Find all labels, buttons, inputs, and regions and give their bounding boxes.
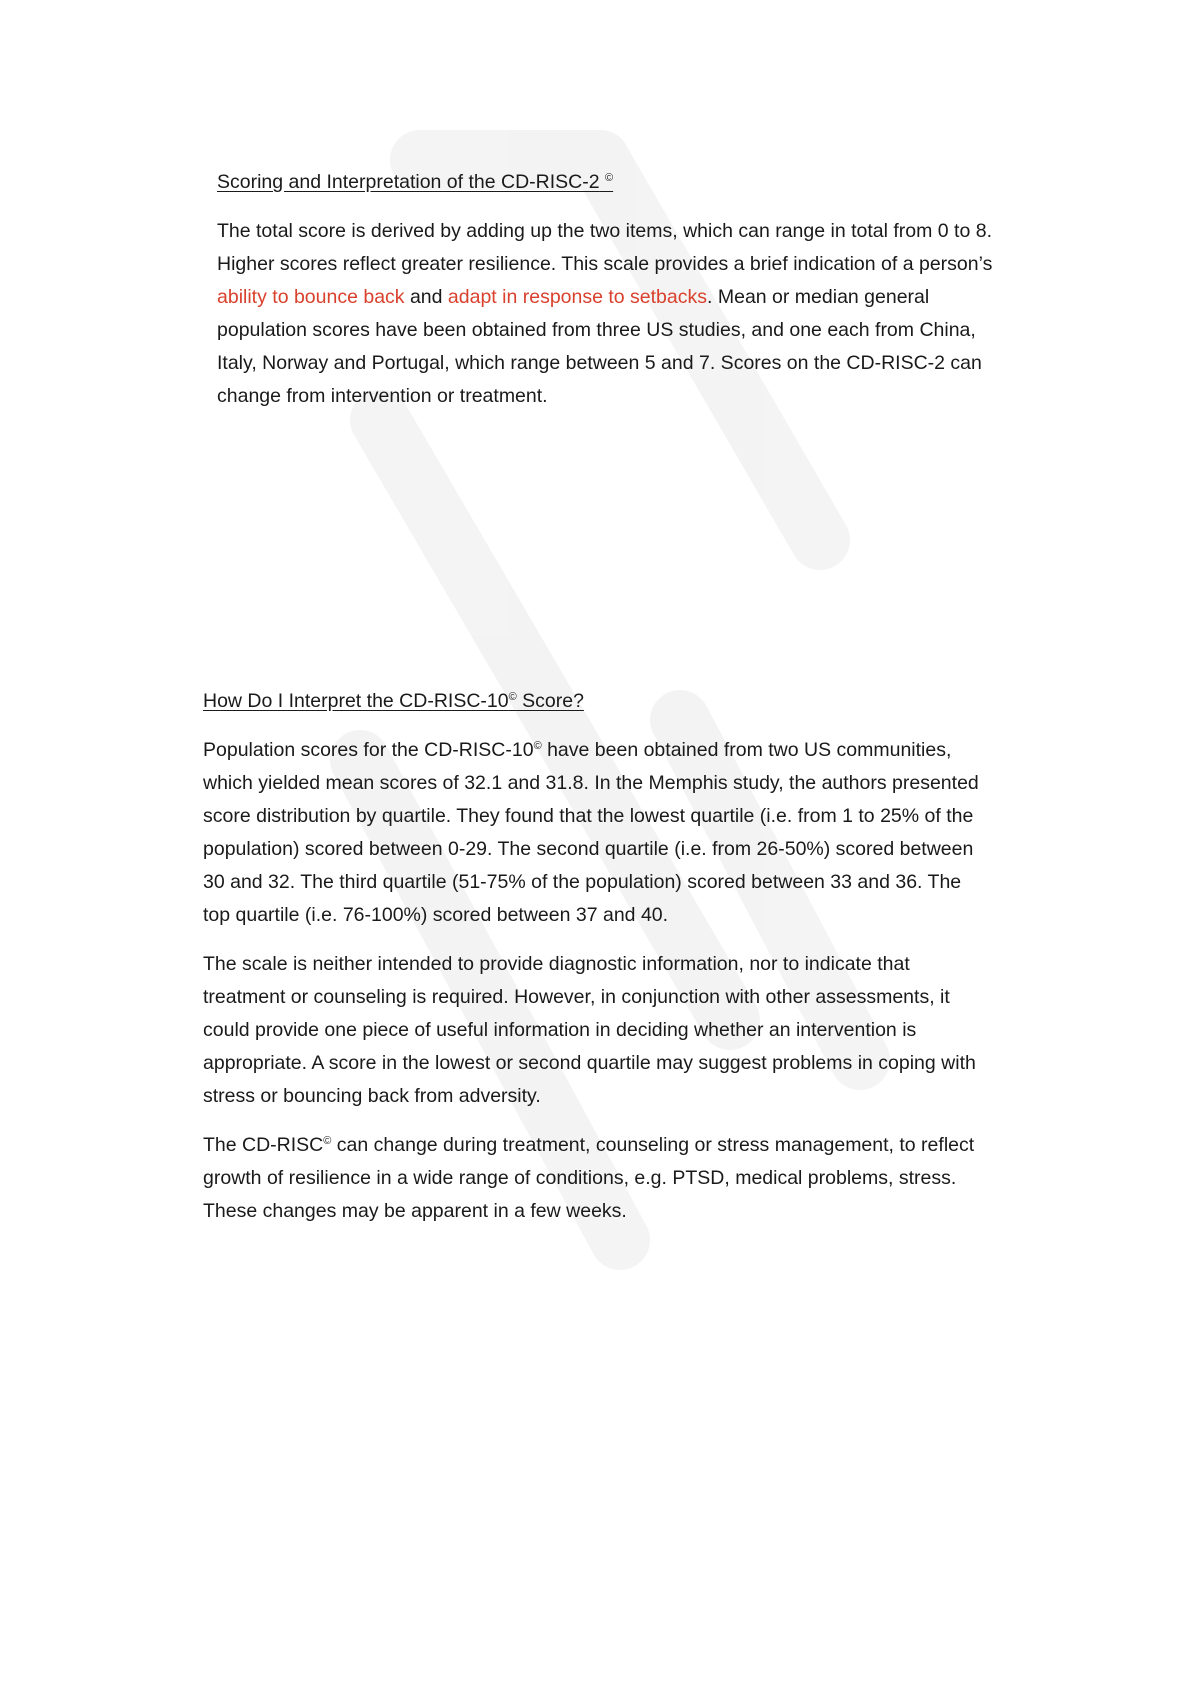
paragraph-text: The total score is derived by adding up the two items, which can range in total from 0 to 8. Higher scores reflect greater resilience. This scale provides a brief indication of a person’s: [217, 220, 993, 275]
copyright-mark: ©: [508, 691, 517, 703]
paragraph-text: can change during treatment, counseling or stress management, to reflect growth of resilience in a wide range of conditions, e.g. PTSD, medical problems, stress. These changes may be apparent in a few weeks.: [203, 1134, 975, 1222]
paragraph-text: The CD-RISC: [203, 1134, 324, 1156]
change-paragraph: [203, 1129, 993, 1228]
copyright-mark: ©: [605, 172, 614, 184]
paragraph-text: Population scores for the CD-RISC-10: [203, 739, 534, 761]
highlight-adapt-setbacks: adapt in response to setbacks: [447, 286, 708, 308]
scoring-section-cd-risc-2: [217, 166, 1007, 429]
scoring-paragraph: [217, 215, 1007, 413]
heading-text: Scoring and Interpretation of the CD-RISC-2: [217, 171, 600, 193]
interpretation-section-cd-risc-10: [203, 685, 993, 1244]
paragraph-text: have been obtained from two US communities, which yielded mean scores of 32.1 and 31.8. In the Memphis study, the authors presented score distribution by quartile. They found that the lowest quartile (i.e. from 1 to 25% of the population) scored between 0-29. The second quartile (i.e. from 26-50%) scored between 30 and 32. The third quartile (51-75% of the population) scored between 33 and 36. The top quartile (i.e. 76-100%) scored between 37 and 40.: [203, 739, 979, 926]
copyright-mark: ©: [323, 1135, 332, 1147]
heading-text: Score?: [516, 690, 584, 712]
paragraph-text: . Mean or median general population scores have been obtained from three US studies, and one each from China, Italy, Norway and Portugal, which range between 5 and 7. Scores on the CD-RISC-2 can change from intervention or treatment.: [217, 286, 982, 407]
scale-purpose-paragraph: The scale is neither intended to provide diagnostic information, nor to indicate that treatment or counseling is required. However, in conjunction with other assessments, it could provide one piece of useful information in deciding whether an intervention is appropriate. A score in the lowest or second quartile may suggest problems in coping with stress or bouncing back from adversity.: [203, 953, 976, 1107]
section-heading-cd-risc-10: [203, 685, 993, 718]
heading-text: How Do I Interpret the CD-RISC-10: [203, 690, 509, 712]
copyright-mark: ©: [533, 740, 542, 752]
population-scores-paragraph: [203, 734, 993, 932]
highlight-bounce-back: ability to bounce back: [217, 286, 405, 308]
paragraph-text: and: [404, 286, 448, 308]
section-heading-cd-risc-2: [217, 166, 1007, 199]
